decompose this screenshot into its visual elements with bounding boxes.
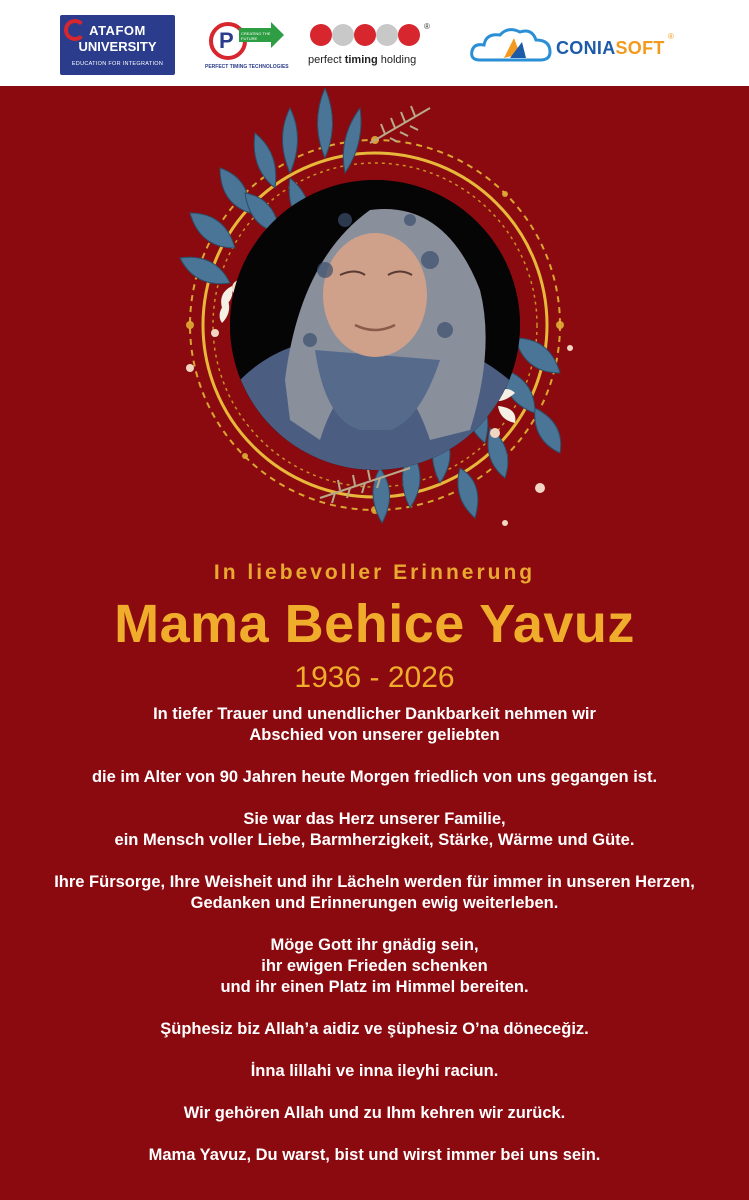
pth-globe-dots-icon bbox=[310, 22, 420, 48]
message-line: ein Mensch voller Liebe, Barmherzigkeit, Stärke, Wärme und Güte. bbox=[114, 831, 635, 849]
message-line: In tiefer Trauer und unendlicher Dankbarkeit nehmen wir bbox=[153, 705, 596, 723]
message-line: die im Alter von 90 Jahren heute Morgen friedlich von uns gegangen ist. bbox=[91, 768, 658, 786]
portrait-image bbox=[230, 180, 520, 470]
atafom-logo-tagline: EDUCATION FOR INTEGRATION bbox=[71, 61, 164, 67]
message-line: Abschied von unserer geliebten bbox=[249, 726, 500, 744]
deceased-name: Mama Behice Yavuz bbox=[114, 594, 635, 654]
cloud-icon bbox=[470, 24, 554, 66]
message-line: ihr ewigen Frieden schenken bbox=[261, 957, 488, 975]
ptt-slogan: CREATING THE FUTURE bbox=[241, 31, 271, 41]
conia-text: CONIA bbox=[556, 38, 616, 58]
life-years: 1936 - 2026 bbox=[294, 661, 455, 694]
coniasoft-name bbox=[556, 38, 665, 59]
atafom-logo-line2: UNIVERSITY bbox=[78, 39, 157, 54]
ptt-name: PERFECT TIMING TECHNOLOGIES bbox=[205, 64, 289, 70]
memorial-subtitle: In liebevoller Erinnerung bbox=[213, 561, 536, 584]
perfect-timing-technologies-logo[interactable] bbox=[205, 18, 289, 76]
message-line: Ihre Fürsorge, Ihre Weisheit und ihr Lächeln werden für immer in unseren Herzen, bbox=[54, 873, 695, 891]
coniasoft-registered-mark: ® bbox=[668, 32, 674, 41]
atafom-logo-line1: ATAFOM bbox=[89, 23, 146, 38]
message-line: Gedanken und Erinnerungen ewig weiterleben. bbox=[190, 894, 559, 912]
fern-sprig-top bbox=[370, 106, 430, 143]
message-line: İnna lillahi ve inna ileyhi raciun. bbox=[250, 1062, 499, 1080]
soft-text: SOFT bbox=[615, 38, 665, 58]
atafom-university-logo[interactable] bbox=[60, 15, 175, 75]
coniasoft-logo[interactable] bbox=[470, 22, 680, 70]
perfect-timing-holding-logo[interactable] bbox=[308, 22, 438, 72]
ptt-p-letter: P bbox=[219, 28, 234, 53]
message-line: Möge Gott ihr gnädig sein, bbox=[270, 936, 479, 954]
portrait-photo bbox=[230, 180, 520, 470]
memorial-message bbox=[0, 704, 749, 1166]
sponsor-header bbox=[0, 0, 749, 86]
pth-registered-mark: ® bbox=[424, 22, 430, 31]
pth-name: perfect timing holding bbox=[308, 54, 417, 66]
message-line: Mama Yavuz, Du warst, bist und wirst immer bei uns sein. bbox=[148, 1146, 601, 1164]
message-line: Sie war das Herz unserer Familie, bbox=[243, 810, 506, 828]
message-line: Şüphesiz biz Allah’a aidiz ve şüphesiz O’na döneceğiz. bbox=[160, 1020, 589, 1038]
message-line: und ihr einen Platz im Himmel bereiten. bbox=[220, 978, 529, 996]
message-line: Wir gehören Allah und zu Ihm kehren wir zurück. bbox=[183, 1104, 566, 1122]
